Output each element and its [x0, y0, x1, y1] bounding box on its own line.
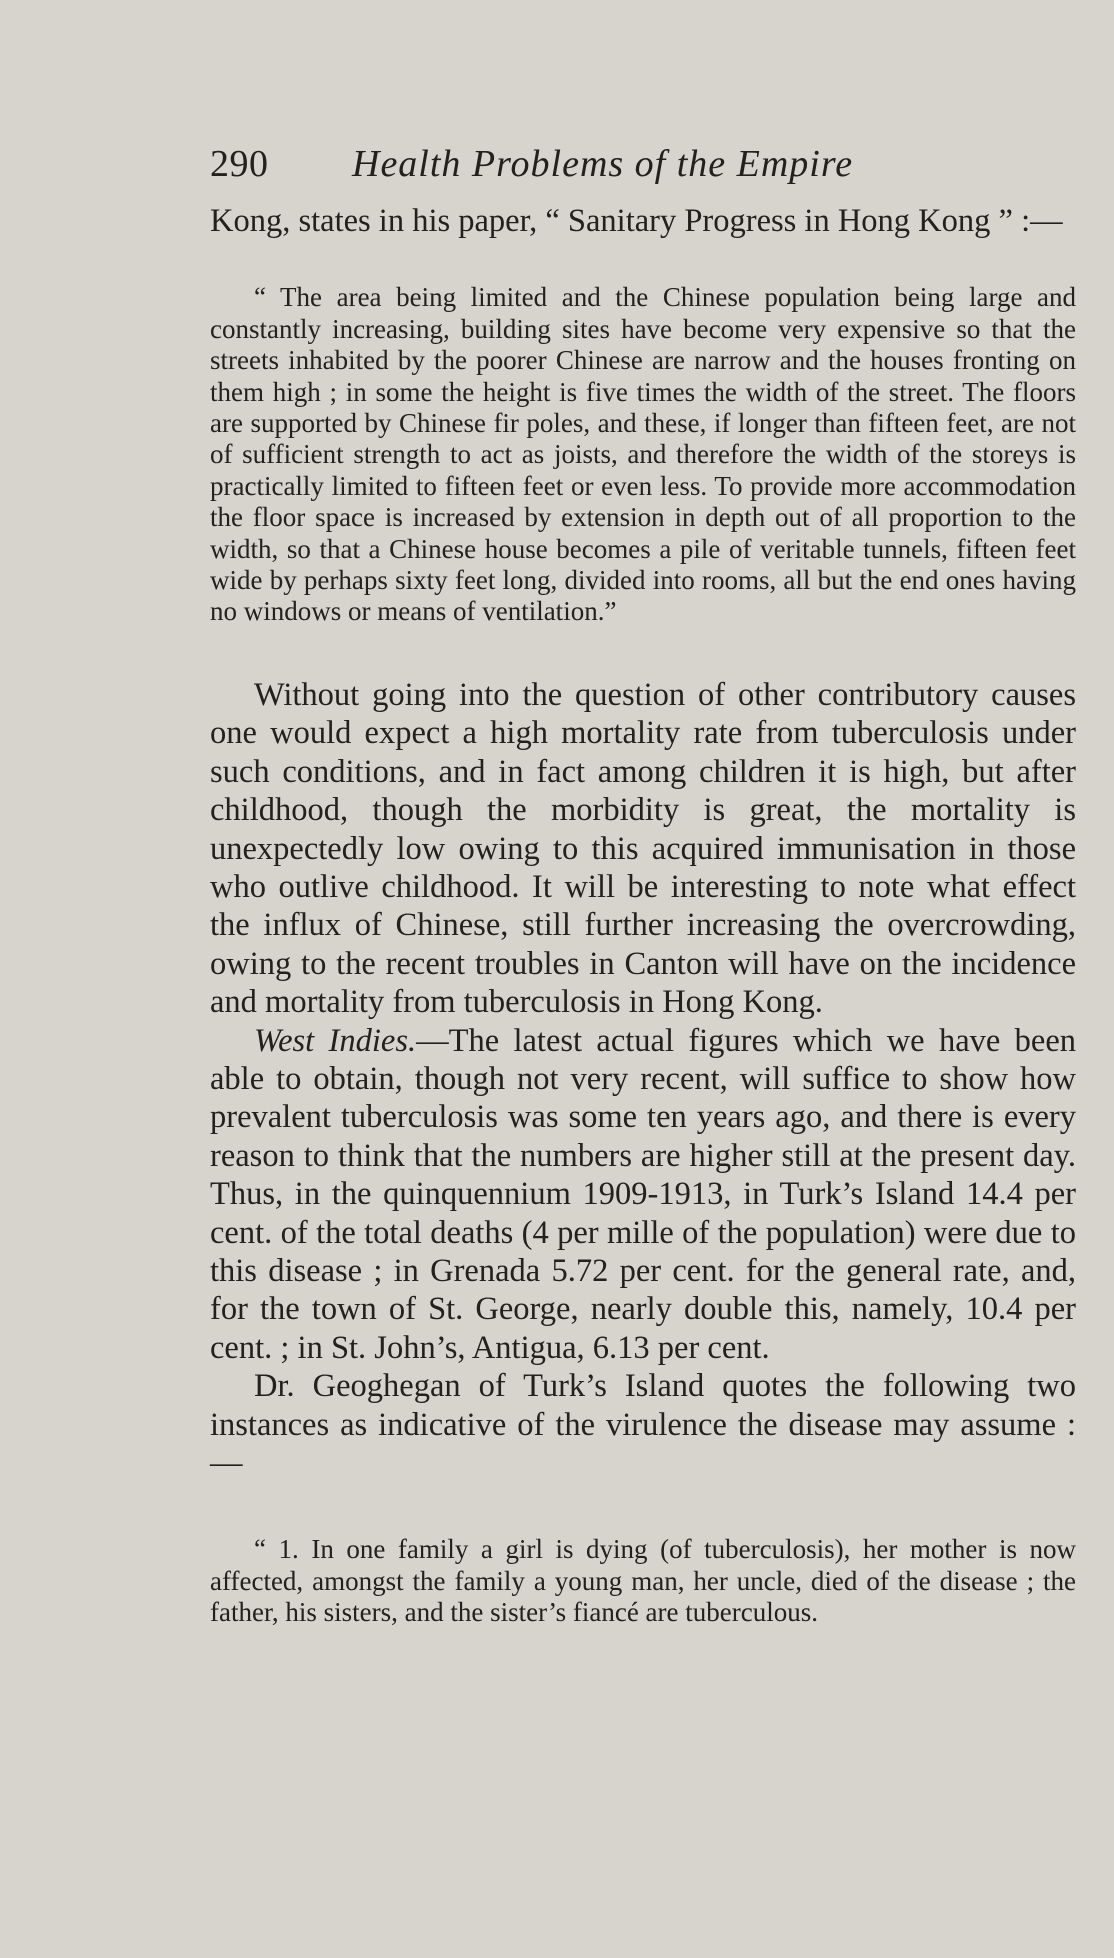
page-number: 290	[210, 143, 269, 185]
block-quote-instance-1: “ 1. In one family a girl is dying (of tuberculosis), her mother is now affected, amongst the family a young man, her uncle, died of the disease ; the father, his sisters, and the sister’s fiancé are tuberculous.	[210, 1534, 1076, 1628]
paragraph-tuberculosis-mortality: Without going into the question of other contributory causes one would expect a high mortality rate from tuberculosis under such conditions, and in fact among children it is high, but after childhood, though the morbidity is great, the mortality is unexpectedly low owing to this acquired immunisation in those who outlive childhood. It will be interesting to note what effect the influx of Chinese, still further increasing the overcrowding, owing to the recent troubles in Canton will have on the incidence and mortality from tuberculosis in Hong Kong.	[210, 676, 1076, 1021]
paragraph-west-indies-text: —The latest actual figures which we have been able to obtain, though not very recent, will suffice to show how prevalent tuberculosis was some ten years ago, and there is every reason to think that the numbers are higher still at the present day. Thus, in the quinquennium 1909-1913, in Turk’s Island 14.4 per cent. of the total deaths (4 per mille of the population) were due to this disease ; in Grenada 5.72 per cent. for the general rate, and, for the town of St. George, nearly double this, namely, 10.4 per cent. ; in St. John’s, Antigua, 6.13 per cent.	[210, 1022, 1076, 1366]
page-header	[210, 142, 1076, 202]
block-quote-hong-kong: “ The area being limited and the Chinese population being large and constantly increasing, building sites have become very expensive so that the streets inhabited by the poorer Chinese are narrow and the houses fronting on them high ; in some the height is five times the width of the street. The floors are supported by Chinese fir poles, and these, if longer than fifteen feet, are not of sufficient strength to act as joists, and therefore the width of the storeys is practically limited to fifteen feet or even less. To provide more accommodation the floor space is increased by extension in depth out of all proportion to the width, so that a Chinese house becomes a pile of veritable tunnels, fifteen feet wide by perhaps sixty feet long, divided into rooms, all but the end ones having no windows or means of ventilation.”	[210, 282, 1076, 627]
section-heading-west-indies: West Indies.	[254, 1022, 417, 1059]
book-page	[210, 142, 1076, 1629]
opening-paragraph: Kong, states in his paper, “ Sanitary Progress in Hong Kong ” :—	[210, 203, 1063, 239]
running-title: Health Problems of the Empire	[352, 143, 854, 185]
paragraph-west-indies	[210, 1022, 1076, 1368]
paragraph-geoghegan: Dr. Geoghegan of Turk’s Island quotes the following two instances as indicative of the virulence the disease may assume :—	[210, 1368, 1076, 1481]
